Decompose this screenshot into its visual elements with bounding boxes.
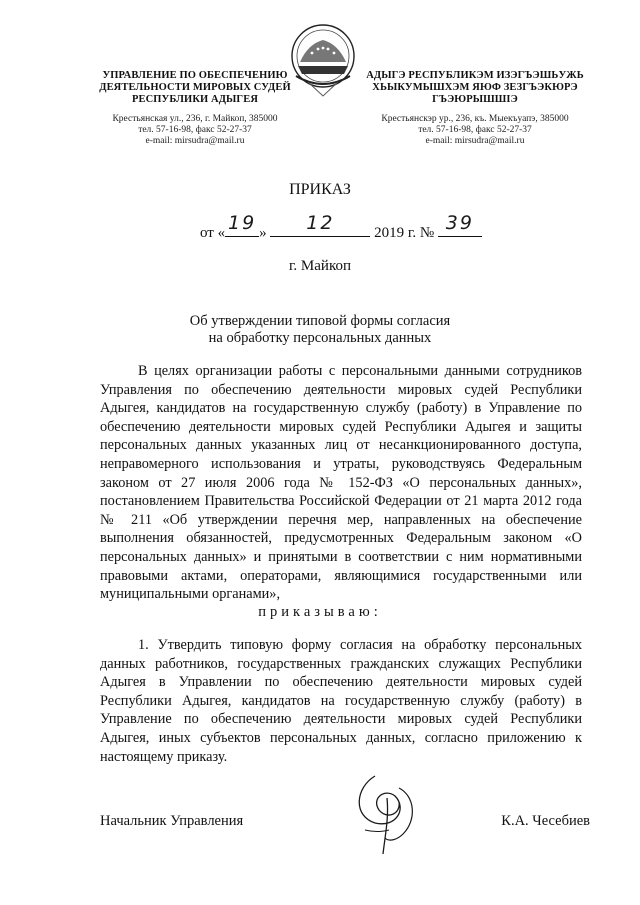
preamble-paragraph: В целях организации работы с персональными данными сотрудников Управления по обеспечению деятельности мировых судей Республики Адыгея, кандидатов на государственную службу (работу) в Управление по обеспечению деятельности мировых судей Республики Адыгея и защиты персональных данных указанных лиц от несанкционированного доступа, неправомерного использования и утраты, руководствуясь Федеральным законом от 27 июля 2006 года № 152-ФЗ «О персональных данных», постановлением Правительства Российской Федерации от 21 марта 2012 года № 211 «Об утверждении перечня мер, направленных на обеспечение выполнения обязанностей, предусмотренных Федеральным законом «О персональных данных» и принятыми в соответствии с ним нормативными правовыми актами, операторами, являющимися государственными или муниципальными органами», <box>100 363 582 603</box>
org-name-line: УПРАВЛЕНИЕ ПО ОБЕСПЕЧЕНИЮ <box>102 70 288 81</box>
day-value: 19 <box>228 212 257 234</box>
order-number-field <box>438 212 482 237</box>
subject-line: на обработку персональных данных <box>208 330 432 346</box>
org-contacts-adyghe <box>365 114 585 147</box>
org-name-line: ХЬЫКУМЫШХЭМ ЯЮФ ЗЕЗГЪЭКЮРЭ <box>372 82 578 93</box>
phone-line: тел. 57-16-98, факс 52-27-37 <box>418 125 532 135</box>
signatory-name: К.А. Чесебиев <box>501 813 590 829</box>
coat-of-arms-icon <box>288 22 358 100</box>
header-right-block <box>365 70 585 147</box>
org-contacts-russian <box>80 114 310 147</box>
org-name-russian <box>80 70 310 106</box>
org-name-line: РЕСПУБЛИКИ АДЫГЕЯ <box>131 94 259 105</box>
day-field <box>225 212 259 237</box>
phone-line: тел. 57-16-98, факс 52-27-37 <box>138 125 252 135</box>
org-name-adyghe <box>365 70 585 106</box>
document-subject <box>0 313 640 347</box>
date-prefix: от « <box>200 225 226 241</box>
email-line: e-mail: mirsudra@mail.ru <box>145 136 245 146</box>
date-mid: » <box>259 225 267 241</box>
email-line: e-mail: mirsudra@mail.ru <box>425 136 525 146</box>
month-field <box>270 212 370 237</box>
subject-line: Об утверждении типовой формы согласия <box>189 313 451 329</box>
year-number-label: 2019 г. № <box>374 225 435 241</box>
address-line: Крестьянскэр ур., 236, къ. Мыекъуапэ, 385000 <box>381 114 569 124</box>
org-name-line: ДЕЯТЕЛЬНОСТИ МИРОВЫХ СУДЕЙ <box>99 82 291 93</box>
header-left-block <box>80 70 310 147</box>
address-line: Крестьянская ул., 236, г. Майкоп, 385000 <box>112 114 278 124</box>
city: г. Майкоп <box>288 258 352 274</box>
order-word: приказываю: <box>258 604 382 620</box>
org-name-line: ГЪЭЮРЫШШIЭ <box>432 94 518 105</box>
month-value: 12 <box>306 212 335 234</box>
order-number-value: 39 <box>445 212 474 234</box>
order-item-1: 1. Утвердить типовую форму согласия на обработку персональных данных работников, государственных гражданских служащих Республики Адыгея в Управлении по обеспечению деятельности мировых судей Республики Адыгея, кандидатов на государственную службу (работу) в Управление по обеспечению деятельности мировых судей Республики Адыгея, иных субъектов персональных данных, согласно приложению к настоящему приказу. <box>100 637 582 765</box>
handwritten-signature <box>345 768 435 858</box>
date-number-line <box>200 212 482 242</box>
document-title: ПРИКАЗ <box>289 181 351 198</box>
signatory-role: Начальник Управления <box>100 813 244 829</box>
org-name-line: АДЫГЭ РЕСПУБЛИКЭМ ИЗЭГЪЭШЬУЖЬ <box>366 70 584 81</box>
